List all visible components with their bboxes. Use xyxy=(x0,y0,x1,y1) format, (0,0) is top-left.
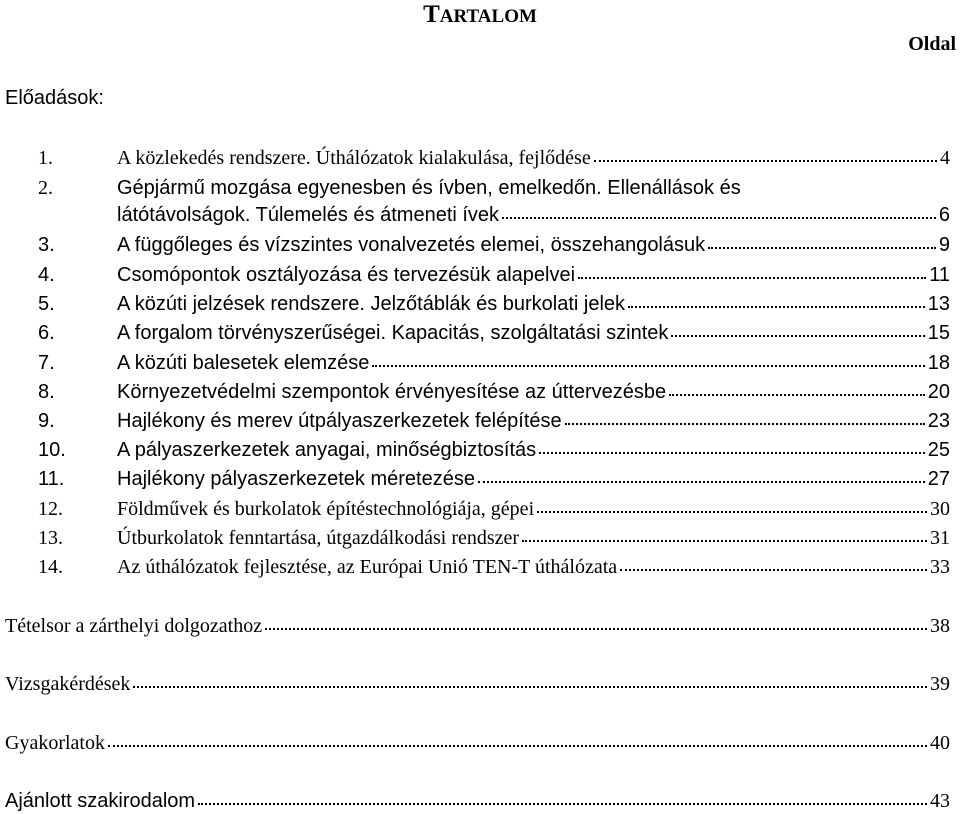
dot-leader xyxy=(108,731,927,749)
dot-leader xyxy=(133,672,927,690)
toc-entry[interactable] xyxy=(38,291,950,317)
toc-section[interactable] xyxy=(5,730,950,756)
page-title xyxy=(0,0,960,30)
toc-entry[interactable] xyxy=(38,408,950,434)
entry-title: A forgalom törvényszerűségei. Kapacitás, szolgáltatási szintek xyxy=(117,322,669,344)
section-title: Tételsor a zárthelyi dolgozathoz xyxy=(5,615,263,637)
entry-page: 33 xyxy=(930,556,950,578)
section-title: Ajánlott szakirodalom xyxy=(5,790,196,812)
entry-page: 20 xyxy=(927,381,950,403)
title-rest: ARTALOM xyxy=(439,6,537,27)
entry-title: Földművek és burkolatok építéstechnológiája, gépei xyxy=(117,498,535,520)
dot-leader xyxy=(708,233,936,251)
entry-number: 13. xyxy=(38,527,63,549)
entry-title: A közúti balesetek elemzése xyxy=(117,352,370,374)
toc-entry[interactable] xyxy=(38,145,950,171)
entry-title: Az úthálózatok fejlesztése, az Európai Unió TEN-T úthálózata xyxy=(117,556,618,578)
dot-leader xyxy=(628,292,925,310)
dot-leader xyxy=(537,497,927,515)
section-page: 38 xyxy=(930,615,950,637)
entry-page: 30 xyxy=(930,498,950,520)
toc-entry[interactable] xyxy=(38,175,950,201)
toc-entry[interactable] xyxy=(38,379,950,405)
toc-section[interactable] xyxy=(5,788,950,814)
entry-number: 10. xyxy=(38,439,66,461)
toc-entry[interactable] xyxy=(38,262,950,288)
entry-number: 4. xyxy=(38,264,55,286)
toc-entry[interactable] xyxy=(38,350,950,376)
entry-page: 31 xyxy=(930,527,950,549)
entry-title: A közúti jelzések rendszere. Jelzőtáblák és burkolati jelek xyxy=(117,293,626,315)
dot-leader xyxy=(522,526,927,544)
lectures-label: Előadások: xyxy=(5,87,104,109)
entry-title: Csomópontok osztályozása és tervezésük alapelvei xyxy=(117,264,576,286)
toc-entry[interactable] xyxy=(38,320,950,346)
entry-title: Hajlékony és merev útpályaszerkezetek felépítése xyxy=(117,410,562,432)
entry-title: A közlekedés rendszere. Úthálózatok kialakulása, fejlődése xyxy=(117,147,591,169)
entry-page: 9 xyxy=(938,234,950,256)
toc-entry[interactable] xyxy=(38,437,950,463)
dot-leader xyxy=(372,351,924,369)
entry-page: 11 xyxy=(929,264,950,286)
entry-page: 15 xyxy=(927,322,950,344)
entry-title: Útburkolatok fenntartása, útgazdálkodási rendszer xyxy=(117,527,520,549)
dot-leader xyxy=(671,321,924,339)
entry-page: 23 xyxy=(927,410,950,432)
entry-number: 9. xyxy=(38,410,55,432)
entry-number: 14. xyxy=(38,556,63,578)
toc-entry-continuation[interactable] xyxy=(117,202,950,228)
toc-entry[interactable] xyxy=(38,466,950,492)
toc-entry[interactable] xyxy=(38,232,950,258)
entry-number: 5. xyxy=(38,293,55,315)
dot-leader xyxy=(669,380,925,398)
entry-number: 3. xyxy=(38,234,55,256)
toc-entry[interactable] xyxy=(38,554,950,580)
section-page: 43 xyxy=(930,790,950,812)
entry-number: 1. xyxy=(38,147,53,169)
dot-leader xyxy=(198,789,927,807)
entry-title: Hajlékony pályaszerkezetek méretezése xyxy=(117,468,475,490)
section-title: Vizsgakérdések xyxy=(5,673,131,695)
entry-title: Környezetvédelmi szempontok érvényesítése az úttervezésbe xyxy=(117,381,667,403)
section-page: 40 xyxy=(930,732,950,754)
entry-title: Gépjármű mozgása egyenesben és ívben, emelkedőn. Ellenállások és xyxy=(117,177,741,199)
page-column-header: Oldal xyxy=(908,33,956,55)
toc-entry[interactable] xyxy=(38,525,950,551)
entry-number: 11. xyxy=(38,468,65,490)
dot-leader xyxy=(594,146,937,164)
entry-number: 8. xyxy=(38,381,55,403)
entry-number: 12. xyxy=(38,498,63,520)
dot-leader xyxy=(539,438,925,456)
section-page: 39 xyxy=(930,673,950,695)
toc-entry[interactable] xyxy=(38,496,950,522)
toc-section[interactable] xyxy=(5,613,950,639)
entry-page: 18 xyxy=(927,352,950,374)
dot-leader xyxy=(620,555,927,573)
dot-leader xyxy=(502,203,936,221)
entry-page: 6 xyxy=(938,204,950,226)
dot-leader xyxy=(478,467,925,485)
toc-section[interactable] xyxy=(5,671,950,697)
entry-page: 4 xyxy=(940,147,950,169)
dot-leader xyxy=(265,614,927,632)
dot-leader xyxy=(578,263,926,281)
entry-number: 7. xyxy=(38,352,55,374)
entry-title: A függőleges és vízszintes vonalvezetés elemei, összehangolásuk xyxy=(117,234,706,256)
entry-page: 13 xyxy=(927,293,950,315)
entry-number: 2. xyxy=(38,177,53,199)
entry-number: 6. xyxy=(38,322,55,344)
section-title: Gyakorlatok xyxy=(5,732,105,754)
entry-page: 25 xyxy=(927,439,950,461)
entry-title: A pályaszerkezetek anyagai, minőségbiztosítás xyxy=(117,439,537,461)
entry-title: látótávolságok. Túlemelés és átmeneti ívek xyxy=(117,204,500,226)
entry-page: 27 xyxy=(927,468,950,490)
title-initial: T xyxy=(423,1,440,28)
dot-leader xyxy=(565,409,925,427)
